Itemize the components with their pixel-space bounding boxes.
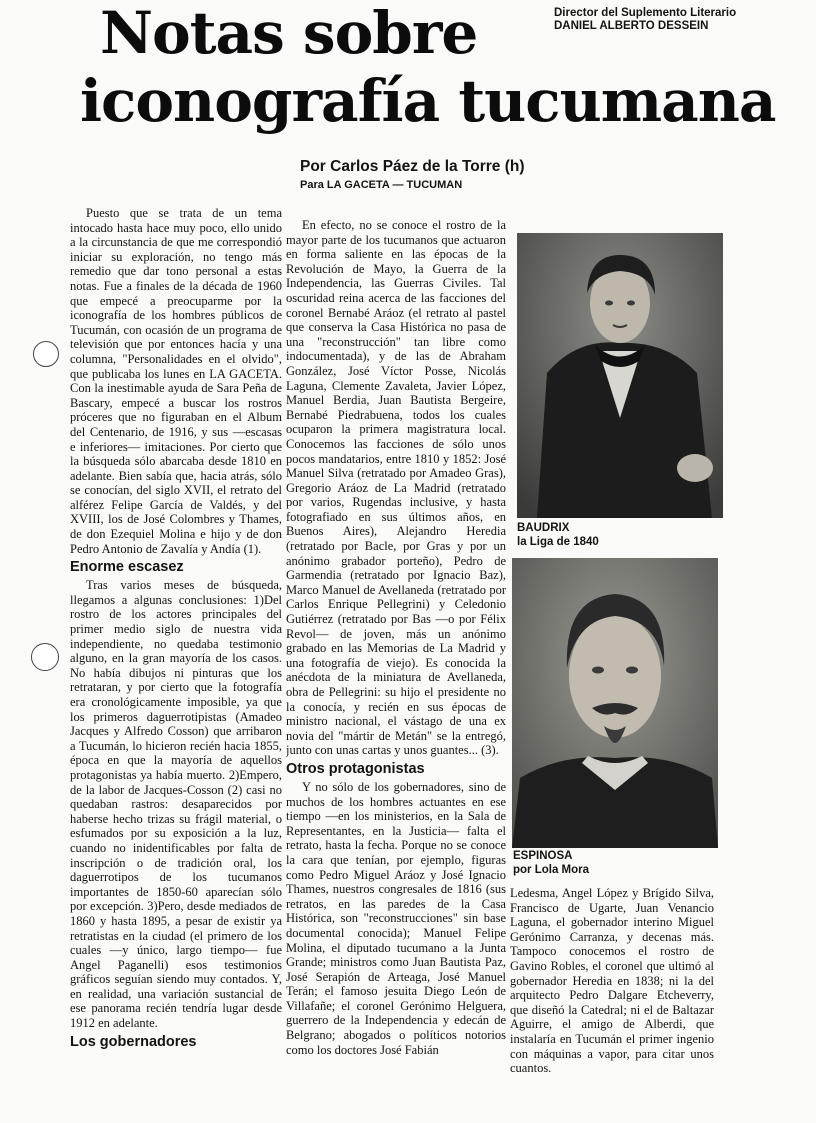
photo-caption-2-name: ESPINOSA: [513, 850, 573, 862]
article-column-3: [510, 886, 714, 1076]
byline-author: Por Carlos Páez de la Torre (h): [300, 158, 525, 175]
article-intro: Puesto que se trata de un tema intocado hasta hace muy poco, ello unido a la circunstancia de que me correspondió iniciar su exploración, no tengo más remedio que dar tono personal a estas notas. Fue a finales de la década de 1960 que empecé a preocuparme por la iconografía de los hombres públicos de Tucumán, con ocasión de un programa de televisión que por entonces hacía y una columna, "Personalidades en el olvido", que publicaba los lunes en LA GACETA. Con la inestimable ayuda de Sara Peña de Bascary, empecé a buscar los rostros próceres que no figuraban en el Album del Centenario, de 1916, y sus —escasas e inferiores— imitaciones. Por cierto que la búsqueda sólo abarcaba desde 1810 en adelante. Bien sabía que, hacia atrás, sólo se conocían, del siglo XVII, el retrato del alférez Felipe García de Valdés, y del XVIII, los de José Colombres y Thames, de don Ezequiel Molina e hijo y de don Pedro Antonio de Zavalía y Andía (1).: [70, 206, 282, 556]
article-section-2: En efecto, no se conoce el rostro de la mayor parte de los tucumanos que actuaron en forma saliente en las épocas de la Revolución de Mayo, la Guerra de la Independencia, las Guerras Civiles. Tal oscuridad reina acerca de las facciones del coronel Bernabé Aráoz (el retrato al pastel que conserva la Casa Histórica no pasa de una "reconstrucción" tan libre como indocumentada), y de las de Abraham González, José Víctor Posse, Nicolás Laguna, Clemente Zavaleta, Javier López, Manuel Berdia, Juan Bautista Bergeire, Bernabé Piedrabuena, todos los cuales ocuparon la primera magistratura local. Conocemos las facciones de sólo unos pocos mandatarios, entre 1810 y 1852: José Manuel Silva (retratado por Amadeo Gras), Gregorio Aráoz de La Madrid (retratado por varios, Rugendas inclusive, y hasta fotografiado en sus últimos años, en Buenos Aires), Alejandro Heredia (retratado por Bacle, por Gras y por un anónimo grabador porteño), Pedro de Garmendia (retratado por Ignacio Baz), Marco Manuel de Avellaneda (retratado por Carlos Enrique Pellegrini) y Celedonio Gutiérrez (retratado por Bas —o por Félix Revol— de joven, más un anónimo grabado en las Memorias de La Madrid y una fotografía de viejo). Es conocida la anécdota de la miniatura de Avellaneda, obra de Pellegrini: su hijo el presidente no la conocía, y recién en sus épocas de ministro nacional, el vástago de una ex novia del "mártir de Metán" se la entregó, junto con unas cartas y unos guantes... (3).: [286, 218, 506, 758]
photo-caption-2: [513, 850, 589, 877]
article-section-1: Tras varios meses de búsqueda, llegamos a algunas conclusiones: 1)Del rostro de los actores principales del primer medio siglo de nuestra vida independiente, no quedaba testimonio alguno, en la gran mayoría de los casos. No había dibujos ni pinturas que los retrataran, y por cierto que la fotografía era cronológicamente imposible, ya que los primeros daguerrotipistas (Amadeo Jacques y Alfredo Cosson) que arribaron a Tucumán, lo hicieron recién hacia 1855, época en que la mayoría de aquellos protagonistas ya había muerto. 2)Empero, de la labor de Jacques-Cosson (2) casi no quedaban rastros: desaparecidos por haberse hecho trizas su frágil material, o esfumados por su exposición a la luz, cuando no inidentificables por falta de inscripción o de tradición oral, los daguerrotipos de los tucumanos importantes de 1850-60 aparecían sólo por excepción. 3)Pero, desde mediados de 1860 y hasta 1895, a pesar de existir ya retratistas en la ciudad (el primero de los cuales —y único, largo tiempo— fue Angel Paganelli) esos testimonios gráficos seguían siendo muy contados. Y, en realidad, una variación sustancial de ese panorama recién tendría lugar desde 1912 en adelante.: [70, 578, 282, 1031]
masthead: [554, 7, 806, 33]
headline-line-1: Notas sobre: [100, 0, 478, 67]
masthead-line-2: DANIEL ALBERTO DESSEIN: [554, 20, 709, 32]
section-heading-otros-protagonistas: Otros protagonistas: [286, 760, 425, 777]
article-column-1: [70, 206, 282, 1090]
photo-caption-1: [517, 522, 599, 549]
portrait-photo-man-with-cravat-icon: [517, 233, 723, 518]
masthead-line-1: Director del Suplemento Literario: [554, 7, 737, 19]
article-column-2: [286, 218, 506, 1086]
photo-caption-1-detail: la Liga de 1840: [517, 535, 599, 548]
byline-outlet: Para LA GACETA — TUCUMAN: [300, 179, 463, 191]
article-section-3-continued: Ledesma, Angel López y Brígido Silva, Francisco de Ugarte, Juan Venancio Laguna, el gobernador interino Miguel Gerónimo Carranza, y decenas más. Tampoco conocemos el rostro de Gavino Robles, el coronel que ultimó al gobernador Heredia en 1838; ni la del arquitecto Pedro Dalgare Etcheverry, que diseñó la Catedral; ni el de Baltazar Aguirre, el amigo de Alberdi, que instalaría en Tucumán el primer ingenio con máquinas a vapor, para citar unos cuantos.: [510, 886, 714, 1076]
portrait-photo-man-with-mustache-icon: [512, 558, 718, 848]
photo-caption-2-detail: por Lola Mora: [513, 863, 590, 876]
headline-line-2: iconografía tucumana: [80, 67, 776, 135]
section-heading-los-gobernadores: Los gobernadores: [70, 1033, 197, 1050]
article-section-3: Y no sólo de los gobernadores, sino de muchos de los hombres actuantes en ese tiempo —en los ministerios, en la Sala de Representantes, en la Justicia— falta el retrato, hasta la fecha. Porque no se conoce la cara que tenían, por ejemplo, figuras como Pedro Miguel Aráoz y José Ignacio Thames, nuestros congresales de 1816 (sus retratos, en las paredes de la Casa Histórica, son "reconstrucciones" sin base documental conocida); Manuel Felipe Molina, el diputado tucumano a la Junta Grande; ministros como Juan Bautista Paz, José Serapión de Arteaga, José Manuel Terán; el famoso jesuita Diego León de Villafañe; el coronel Gerónimo Helguera, guerrero de la Independencia y edecán de Belgrano; abogados o políticos notorios como los doctores José Fabián: [286, 779, 506, 1057]
photo-caption-1-name: BAUDRIX: [517, 522, 570, 534]
binder-hole-top: [33, 341, 59, 367]
binder-hole-bottom: [31, 643, 59, 671]
section-heading-enorme-escasez: Enorme escasez: [70, 559, 184, 576]
